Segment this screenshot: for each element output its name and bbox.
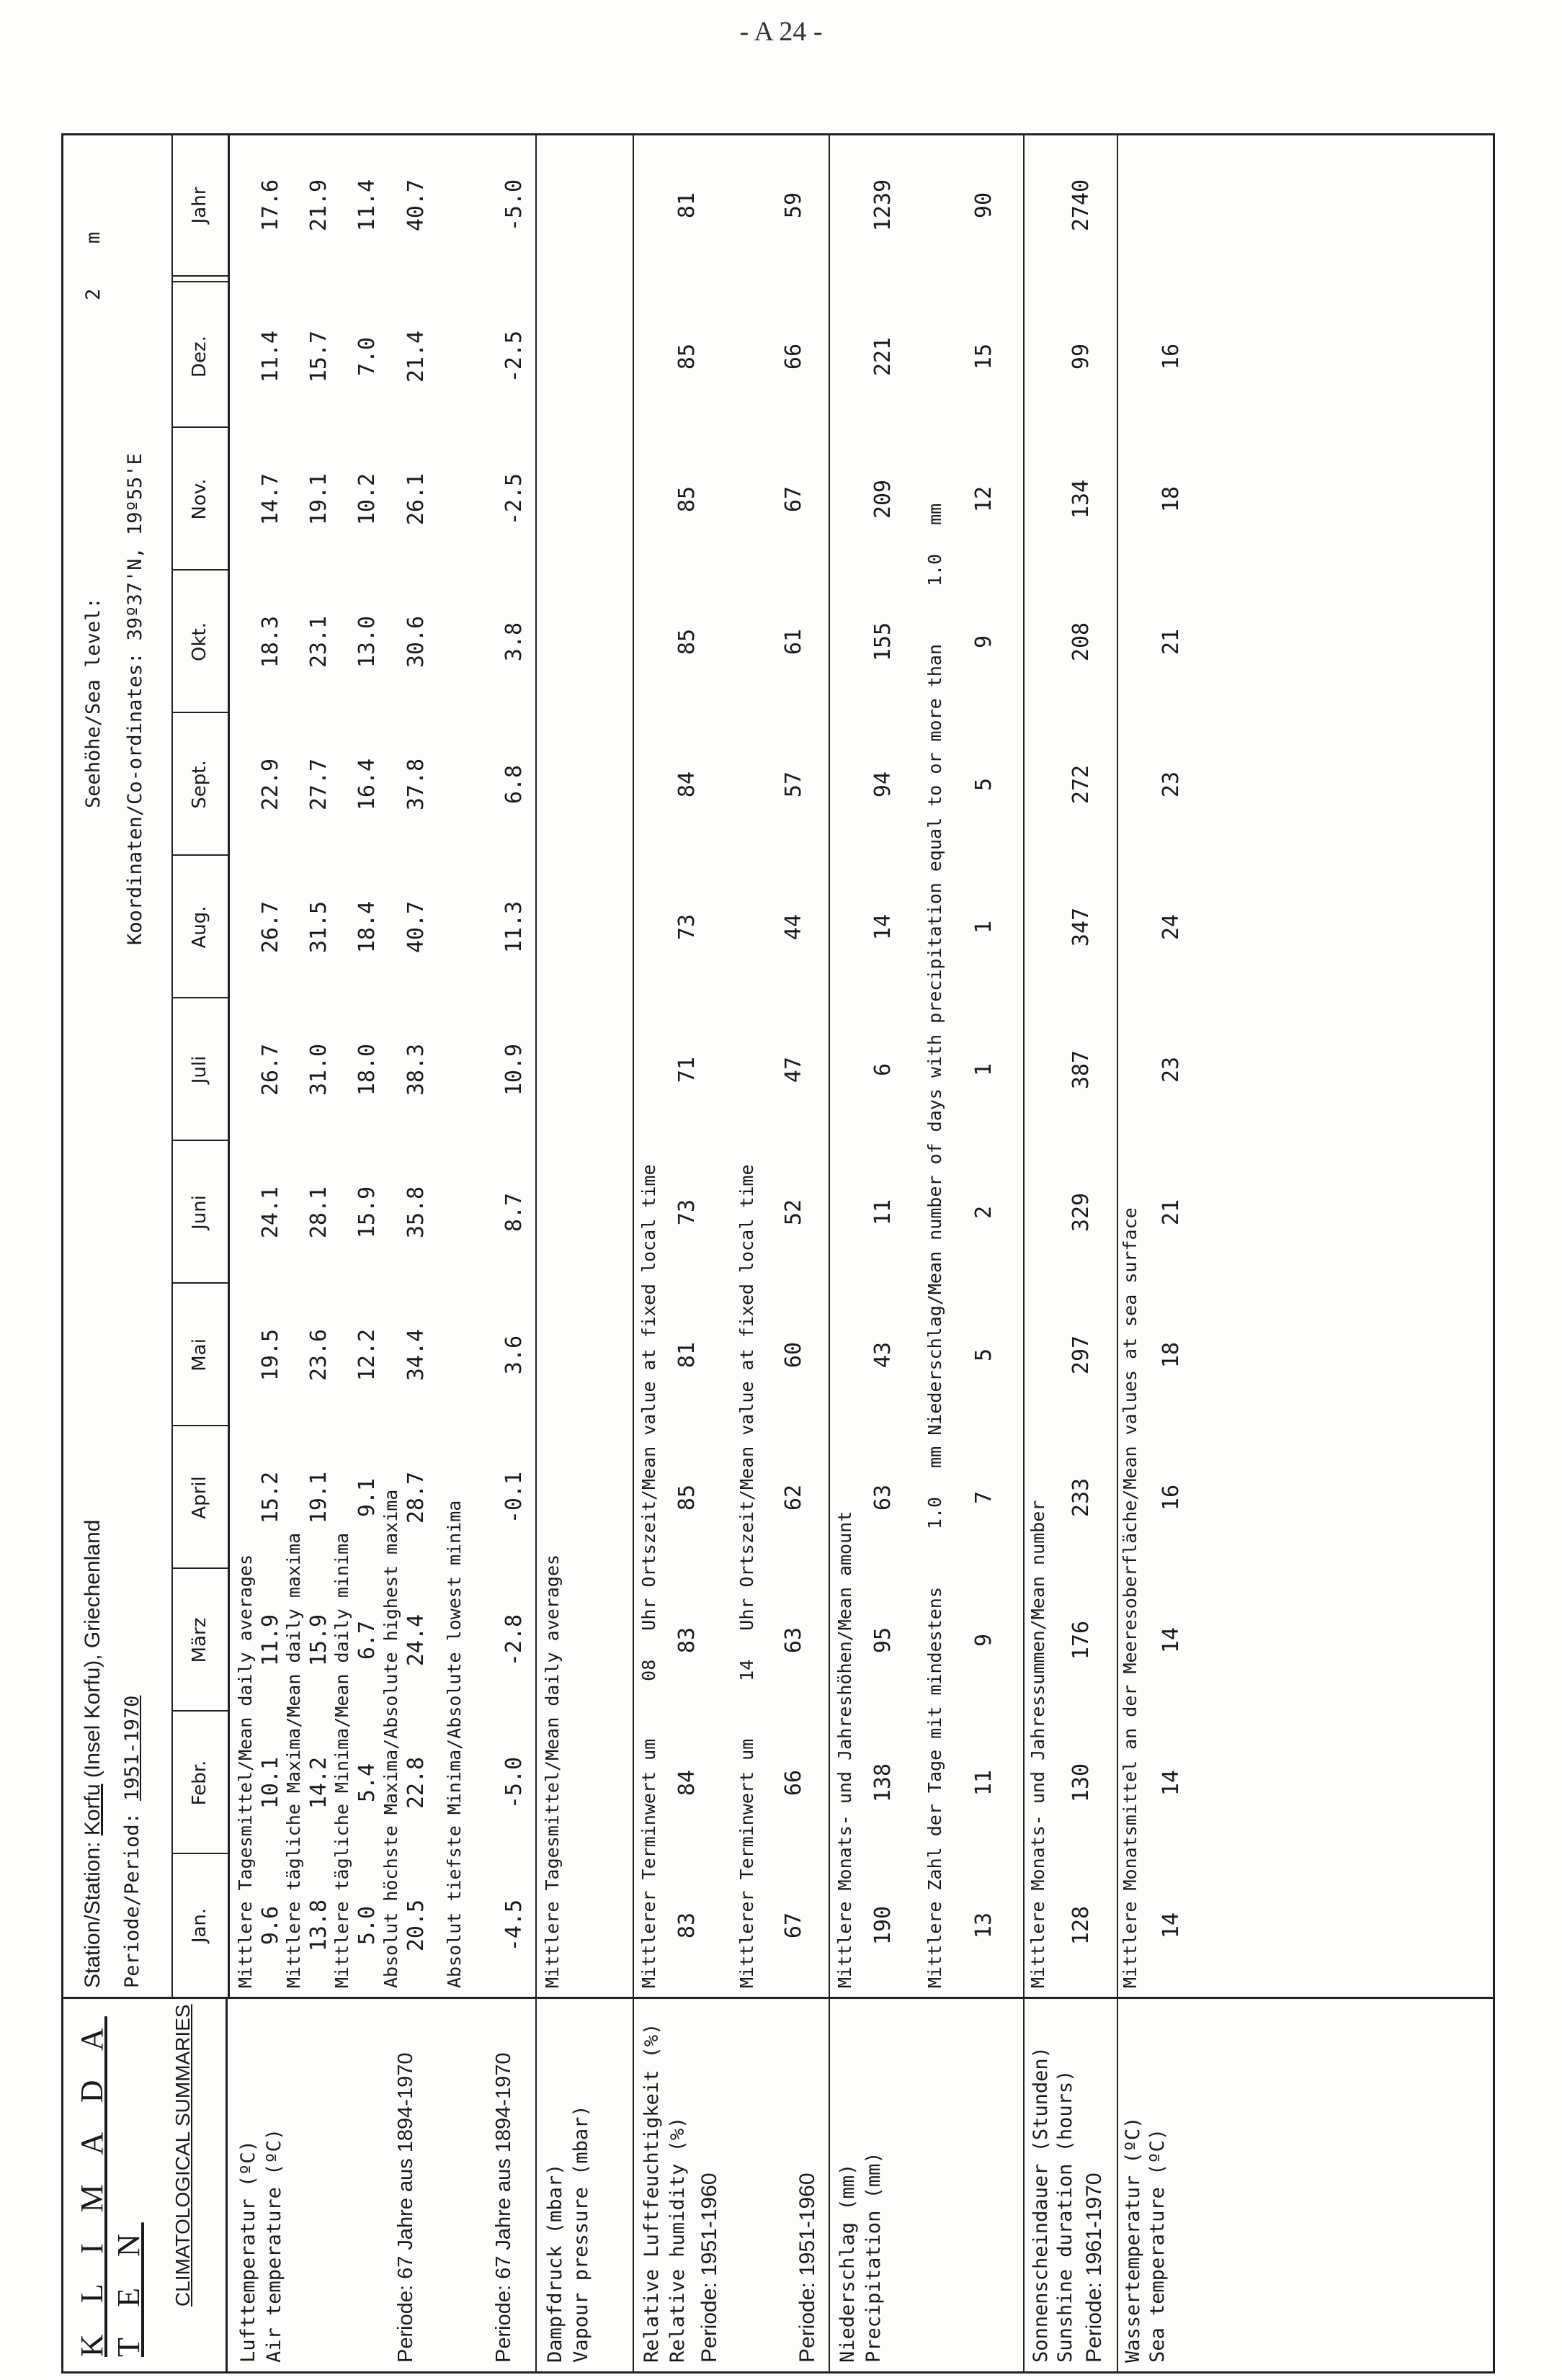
table-cell: 15.7 [306, 330, 331, 383]
sea-level-unit: m [82, 231, 104, 244]
coord-value: 39º37'N, 19º55'E [124, 453, 146, 641]
table-cell: 31.5 [306, 900, 331, 954]
section-title-part: mm Niederschlag/Mean number of days with precipitation equal to or more than [924, 644, 945, 1468]
table-cell: 66 [781, 343, 806, 370]
page-title: K L I M A D A T E N [74, 2016, 146, 2357]
table-cell: 31.0 [306, 1043, 331, 1096]
table-cell: 67 [781, 486, 806, 513]
section-title [283, 1533, 304, 1988]
page-number: - A 24 - [739, 17, 823, 47]
sea-level-value: 2 [82, 288, 104, 300]
table-cell: 94 [870, 771, 896, 798]
table-cell: 176 [1068, 1620, 1094, 1660]
table-cell: 12.2 [354, 1328, 380, 1382]
humidity-label-de: Relative Luftfeuchtigkeit (%) [641, 2023, 663, 2363]
air-temp-label-en: Air temperature (ºC) [263, 2128, 285, 2363]
month-header: Jan. [189, 1907, 210, 1943]
table-cell: 26.1 [403, 473, 429, 526]
table-cell: 5.0 [354, 1905, 380, 1946]
table-cell: -5.0 [501, 1756, 527, 1809]
table-cell: 208 [1068, 622, 1094, 662]
section-title [736, 1164, 757, 1988]
section-title [638, 1164, 659, 1988]
table-cell: 34.4 [403, 1328, 429, 1382]
table-cell: 21 [1159, 628, 1184, 656]
period-line [121, 1696, 143, 1988]
table-cell: 14.2 [306, 1756, 331, 1809]
table-cell: 43 [870, 1341, 896, 1369]
table-cell: 138 [870, 1763, 896, 1803]
table-cell: 63 [781, 1627, 806, 1654]
table-cell: 24.4 [403, 1614, 429, 1667]
section-title [1027, 1500, 1048, 1988]
table-cell: -2.5 [501, 473, 527, 526]
table-cell: 84 [674, 1769, 700, 1797]
table-cell: 297 [1068, 1335, 1094, 1375]
section-title [542, 1554, 563, 1988]
table-cell: 14 [870, 913, 896, 941]
month-header: Dez. [189, 336, 210, 377]
table-cell: 18.4 [354, 900, 380, 954]
section-title [331, 1533, 352, 1988]
table-cell: 52 [781, 1199, 806, 1226]
table-cell: 73 [674, 1199, 700, 1226]
table-cell: 130 [1068, 1763, 1094, 1803]
row-labels-column [63, 1997, 1493, 2371]
month-header: Mai [189, 1338, 210, 1372]
table-cell: -4.5 [501, 1899, 527, 1952]
section-title-part: Uhr Ortszeit/Mean value at fixed local time [638, 1164, 659, 1631]
section-title-part: Mittlere Tagesmittel/Mean daily averages [542, 1554, 563, 1988]
table-cell: 190 [870, 1905, 896, 1946]
table-cell: 23.1 [306, 615, 331, 668]
section-title-part: 08 [638, 1659, 659, 1681]
table-cell: 84 [674, 771, 700, 798]
table-cell: 81 [674, 192, 700, 219]
table-cell: -5.0 [501, 179, 527, 232]
table-cell: 85 [674, 628, 700, 656]
section-title-part: Mittlere Monats- und Jahressummen/Mean number [1027, 1500, 1048, 1988]
table-cell: 18 [1159, 1341, 1184, 1369]
table-cell: 7 [971, 1490, 996, 1505]
table-cell: 3.8 [501, 622, 527, 662]
section-title-part: Uhr Ortszeit/Mean value at fixed local time [736, 1164, 757, 1631]
table-cell: 59 [781, 192, 806, 219]
section-title [924, 504, 945, 1988]
table-cell: 9.6 [258, 1905, 283, 1946]
table-cell: 40.7 [403, 900, 429, 954]
data-area [63, 135, 1493, 1997]
table-cell: 15.2 [258, 1471, 283, 1524]
table-cell: 21 [1159, 1199, 1184, 1226]
table-cell: 85 [674, 486, 700, 513]
section-title-part: Mittlere Monatsmittel an der Meeresoberfläche/Mean values at sea surface [1120, 1207, 1141, 1988]
section-title [1120, 1207, 1141, 1988]
table-cell: 21.9 [306, 179, 331, 232]
table-cell: 329 [1068, 1192, 1094, 1232]
table-cell: 18.3 [258, 615, 283, 668]
table-cell: 19.1 [306, 1471, 331, 1524]
station-line [81, 1520, 105, 1988]
table-cell: 10.1 [258, 1756, 283, 1809]
table-cell: 99 [1068, 343, 1094, 370]
table-cell: 23.6 [306, 1328, 331, 1382]
table-cell: 9 [971, 1633, 996, 1647]
coord-label: Koordinaten/Co-ordinates: [124, 652, 146, 945]
station-label: Station/Station: [81, 1841, 104, 1988]
section-title-part: mm [924, 503, 945, 525]
table-cell: 6 [870, 1062, 896, 1077]
vapour-label-en: Vapour pressure (mbar) [570, 2105, 592, 2363]
table-cell: 83 [674, 1912, 700, 1939]
table-cell: 5 [971, 1348, 996, 1362]
table-cell: 21.4 [403, 330, 429, 383]
table-cell: 28.7 [403, 1471, 429, 1524]
section-title [834, 1511, 855, 1988]
month-header: Nov. [189, 478, 210, 520]
table-cell: 13 [971, 1912, 996, 1939]
table-cell: 9.1 [354, 1477, 380, 1518]
table-cell: 22.8 [403, 1756, 429, 1809]
table-cell: 6.7 [354, 1620, 380, 1660]
table-cell: 26.7 [258, 1043, 283, 1096]
table-cell: 11.9 [258, 1614, 283, 1667]
sunshine-period: Periode: 1961-1970 [1082, 2173, 1106, 2363]
sunshine-label-de: Sonnenscheindauer (Stunden) [1030, 2046, 1052, 2363]
table-cell: 387 [1068, 1050, 1094, 1090]
table-cell: 85 [674, 343, 700, 370]
table-cell: 11.4 [258, 330, 283, 383]
vapour-label-de: Dampfdruck (mbar) [544, 2163, 566, 2363]
table-cell: 2 [971, 1205, 996, 1220]
table-cell: 38.3 [403, 1043, 429, 1096]
table-cell: 14 [1159, 1912, 1184, 1939]
table-cell: 67 [781, 1912, 806, 1939]
month-header: April [189, 1476, 210, 1519]
table-cell: 20.5 [403, 1899, 429, 1952]
table-cell: 209 [870, 479, 896, 519]
section-title [380, 1490, 401, 1988]
table-cell: 14 [1159, 1769, 1184, 1797]
table-cell: 37.8 [403, 758, 429, 811]
table-cell: 85 [674, 1484, 700, 1511]
table-cell: 134 [1068, 479, 1094, 519]
table-cell: 63 [870, 1484, 896, 1511]
table-cell: 13.8 [306, 1899, 331, 1952]
station-name-suffix: (Insel Korfu), Griechenland [81, 1519, 104, 1779]
period-value: 1951-1970 [121, 1695, 143, 1801]
section-title-part: Mittlere Monats- und Jahreshöhen/Mean amount [834, 1511, 855, 1988]
table-cell: 12 [971, 486, 996, 513]
sea-level-label: Seehöhe/Sea level: [82, 597, 104, 808]
title-block [63, 1997, 228, 2371]
table-cell: 15 [971, 343, 996, 370]
table-cell: 11 [870, 1199, 896, 1226]
table-cell: 10.2 [354, 473, 380, 526]
section-title-part: Mittlere tägliche Maxima/Mean daily maxima [283, 1532, 304, 1988]
table-cell: 60 [781, 1341, 806, 1369]
table-cell: -0.1 [501, 1471, 527, 1524]
air-temp-label-de: Lufttemperatur (ºC) [237, 2140, 259, 2363]
coordinates-line [124, 453, 146, 945]
table-cell: 47 [781, 1056, 806, 1083]
table-cell: 3.6 [501, 1335, 527, 1375]
table-cell: 24 [1159, 913, 1184, 941]
table-cell: 155 [870, 622, 896, 662]
table-cell: 17.6 [258, 179, 283, 232]
section-title-part: 14 [736, 1659, 757, 1681]
table-cell: 6.8 [501, 764, 527, 805]
table-cell: 35.8 [403, 1186, 429, 1239]
table-cell: 18 [1159, 486, 1184, 513]
table-cell: 7.0 [354, 336, 380, 377]
section-title-part: Mittlerer Terminwert um [736, 1738, 757, 1988]
table-cell: 272 [1068, 764, 1094, 805]
table-cell: 73 [674, 913, 700, 941]
page-subtitle: CLIMATOLOGICAL SUMMARIES [171, 2004, 194, 2307]
section-title [235, 1554, 256, 1988]
table-cell: 11.4 [354, 179, 380, 232]
table-cell: 81 [674, 1341, 700, 1369]
period-label: Periode/Period: [121, 1812, 143, 1988]
table-cell: 62 [781, 1484, 806, 1511]
section-title-part: 1.0 [924, 553, 945, 587]
table-cell: 11.3 [501, 900, 527, 954]
table-cell: 5 [971, 777, 996, 792]
humidity-label-en: Relative humidity (%) [666, 2116, 689, 2363]
section-title [444, 1500, 465, 1988]
table-cell: 15.9 [354, 1186, 380, 1239]
table-cell: 44 [781, 913, 806, 941]
table-cell: 90 [971, 192, 996, 219]
table-cell: 23 [1159, 1056, 1184, 1083]
table-cell: 221 [870, 336, 896, 377]
table-cell: 13.0 [354, 615, 380, 668]
table-cell: 19.5 [258, 1328, 283, 1382]
abs-min-period-label: Periode: 67 Jahre aus 1894-1970 [492, 2052, 515, 2363]
sea-temp-label-de: Wassertemperatur (ºC) [1122, 2116, 1144, 2363]
table-cell: 57 [781, 771, 806, 798]
table-cell: 1239 [870, 179, 896, 232]
month-header: Sept. [189, 760, 210, 809]
table-cell: 1 [971, 1062, 996, 1077]
humidity-period2: Periode: 1951-1960 [795, 2173, 819, 2363]
month-header: Juni [189, 1195, 210, 1230]
table-cell: 30.6 [403, 615, 429, 668]
table-cell: 71 [674, 1056, 700, 1083]
table-cell: 95 [870, 1627, 896, 1654]
table-cell: 14.7 [258, 473, 283, 526]
table-cell: 2740 [1068, 179, 1094, 232]
table-cell: 9 [971, 635, 996, 649]
month-header: Juli [189, 1055, 210, 1084]
table-cell: 233 [1068, 1477, 1094, 1518]
table-cell: 11 [971, 1769, 996, 1797]
section-title-part: Mittlerer Terminwert um [638, 1738, 659, 1988]
month-header: Aug. [189, 905, 210, 949]
table-cell: 24.1 [258, 1186, 283, 1239]
table-cell: 15.9 [306, 1614, 331, 1667]
humidity-period1: Periode: 1951-1960 [697, 2173, 721, 2363]
table-cell: 83 [674, 1627, 700, 1654]
table-cell: 16.4 [354, 758, 380, 811]
month-header: Okt. [189, 622, 210, 661]
table-cell: 27.7 [306, 758, 331, 811]
climate-table [61, 133, 1495, 2374]
table-cell: 16 [1159, 343, 1184, 370]
table-cell: 61 [781, 628, 806, 656]
month-header: Febr. [189, 1760, 210, 1806]
table-cell: 10.9 [501, 1043, 527, 1096]
table-cell: 18.0 [354, 1043, 380, 1096]
precip-label-en: Precipitation (mm) [862, 2152, 885, 2363]
table-cell: 19.1 [306, 473, 331, 526]
station-name: Korfu [81, 1784, 104, 1836]
table-cell: 128 [1068, 1905, 1094, 1946]
sunshine-label-en: Sunshine duration (hours) [1054, 2070, 1076, 2363]
month-header: März [189, 1617, 210, 1663]
section-title-part: 1.0 [924, 1496, 945, 1530]
table-cell: 28.1 [306, 1186, 331, 1239]
table-cell: 16 [1159, 1484, 1184, 1511]
section-title-part: Mittlere tägliche Minima/Mean daily minima [331, 1532, 352, 1988]
table-cell: 1 [971, 920, 996, 934]
sea-level-line [82, 232, 104, 808]
table-cell: 347 [1068, 907, 1094, 947]
table-cell: 8.7 [501, 1192, 527, 1232]
section-title-part: Mittlere Zahl der Tage mit mindestens [924, 1587, 945, 1988]
sea-temp-label-en: Sea temperature (ºC) [1146, 2128, 1169, 2363]
table-cell: 40.7 [403, 179, 429, 232]
section-title-part: Absolut höchste Maxima/Absolute highest maxima [380, 1489, 401, 1988]
abs-max-period-label: Periode: 67 Jahre aus 1894-1970 [394, 2052, 417, 2363]
table-cell: 22.9 [258, 758, 283, 811]
table-cell: 66 [781, 1769, 806, 1797]
table-cell: 26.7 [258, 900, 283, 954]
month-header: Jahr [189, 187, 210, 224]
table-cell: 14 [1159, 1627, 1184, 1654]
precip-label-de: Niederschlag (mm) [836, 2163, 859, 2363]
table-cell: 5.4 [354, 1763, 380, 1803]
table-cell: -2.5 [501, 330, 527, 383]
table-cell: 23 [1159, 771, 1184, 798]
table-cell: -2.8 [501, 1614, 527, 1667]
section-title-part: Mittlere Tagesmittel/Mean daily averages [235, 1554, 256, 1988]
section-title-part: Absolut tiefste Minima/Absolute lowest minima [444, 1500, 465, 1988]
